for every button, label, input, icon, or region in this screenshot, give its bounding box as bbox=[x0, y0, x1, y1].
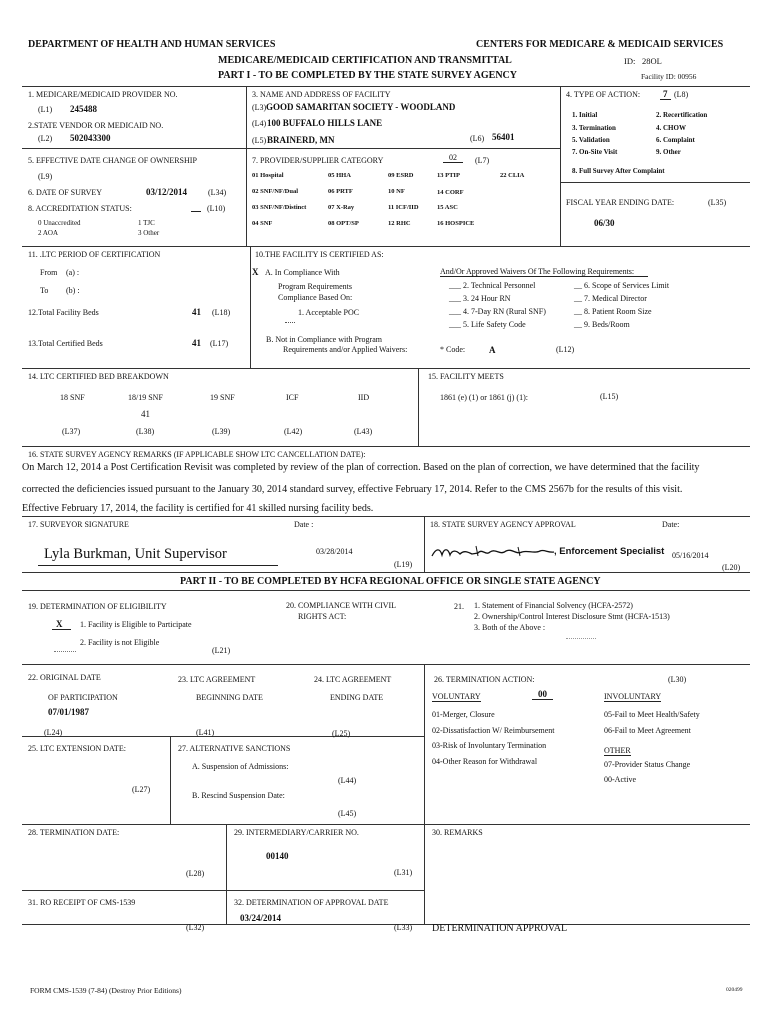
intermediary-value: 00140 bbox=[266, 851, 289, 861]
form-number: FORM CMS-1539 (7-84) (Destroy Prior Editions) bbox=[30, 986, 182, 995]
accreditation-option: 1 TJC bbox=[138, 219, 155, 227]
remarks-line: Effective February 17, 2014, the facility is certified for 41 skilled nursing facility beds. bbox=[22, 503, 374, 514]
action-option: 9. Other bbox=[656, 148, 681, 156]
rule bbox=[22, 572, 750, 573]
voluntary-label: VOLUNTARY bbox=[432, 692, 481, 701]
part2-title: PART II - TO BE COMPLETED BY HCFA REGIONAL OFFICE OR SINGLE STATE AGENCY bbox=[180, 576, 601, 587]
rule bbox=[22, 890, 424, 891]
remarks-30-label: 30. REMARKS bbox=[432, 828, 483, 837]
rule bbox=[560, 86, 561, 246]
other-label: OTHER bbox=[604, 746, 631, 755]
accreditation-option: 3 Other bbox=[138, 229, 160, 237]
waiver-label: 3. 24 Hour RN bbox=[463, 294, 511, 303]
rule bbox=[22, 824, 750, 825]
l41-code: (L41) bbox=[196, 728, 215, 737]
l12-code: (L12) bbox=[556, 345, 575, 354]
termination-action-value: 00 bbox=[532, 690, 553, 700]
involuntary-label: INVOLUNTARY bbox=[604, 692, 662, 701]
remarks-label: 16. STATE SURVEY AGENCY REMARKS (IF APPLICABLE SHOW LTC CANCELLATION DATE): bbox=[28, 450, 366, 459]
facility-zip: 56401 bbox=[492, 132, 515, 142]
ownership-change-label: 5. EFFECTIVE DATE CHANGE OF OWNERSHIP bbox=[28, 156, 197, 165]
facility-meets-text: 1861 (e) (1) or 1861 (j) (1): bbox=[440, 393, 528, 402]
rule bbox=[22, 924, 750, 925]
approval-date-value: 03/24/2014 bbox=[240, 913, 282, 923]
termination-date-label: 28. TERMINATION DATE: bbox=[28, 828, 120, 837]
department-title: DEPARTMENT OF HEALTH AND HUMAN SERVICES bbox=[28, 39, 276, 50]
waiver-7: __ 7. Medical Director bbox=[574, 294, 647, 303]
rule bbox=[424, 664, 425, 924]
l8-code: (L8) bbox=[674, 90, 689, 99]
l34-code: (L34) bbox=[208, 188, 227, 197]
financial-solvency-option: 1. Statement of Financial Solvency (HCFA-2572) bbox=[474, 601, 633, 610]
other-option: 00-Active bbox=[604, 775, 636, 784]
compliance-check-mark[interactable]: X bbox=[252, 267, 259, 277]
rule bbox=[22, 368, 750, 369]
category-option: 22 CLIA bbox=[500, 172, 525, 179]
waiver-4: ___ 4. 7-Day RN (Rural SNF) bbox=[449, 307, 546, 316]
ro-receipt-label: 31. RO RECEIPT OF CMS-1539 bbox=[28, 898, 136, 907]
facility-name: GOOD SAMARITAN SOCIETY - WOODLAND bbox=[266, 102, 456, 112]
ltc-end-label: 24. LTC AGREEMENT bbox=[314, 675, 392, 684]
eligibility-label: 19. DETERMINATION OF ELIGIBILITY bbox=[28, 602, 167, 611]
rule bbox=[22, 86, 750, 87]
provider-no-value: 245488 bbox=[70, 104, 97, 114]
termination-action-label: 26. TERMINATION ACTION: bbox=[434, 675, 535, 684]
facility-meets-label: 15. FACILITY MEETS bbox=[428, 372, 504, 381]
program-requirements-label: Program Requirements bbox=[278, 282, 352, 291]
approver-title: , Enforcement Specialist bbox=[554, 546, 665, 557]
type-of-action-label: 4. TYPE OF ACTION: bbox=[566, 90, 641, 99]
l9-code: (L9) bbox=[38, 172, 53, 181]
l15-code: (L15) bbox=[600, 392, 619, 401]
certified-as-label: 10.THE FACILITY IS CERTIFIED AS: bbox=[255, 250, 384, 259]
not-eligible-option: 2. Facility is not Eligible bbox=[80, 638, 160, 647]
action-option: 8. Full Survey After Complaint bbox=[572, 167, 665, 175]
applied-waivers-label: Requirements and/or Applied Waivers: bbox=[283, 345, 408, 354]
rule bbox=[418, 368, 419, 446]
from-a-label: (a) : bbox=[66, 268, 80, 277]
category-option: 12 RHC bbox=[388, 220, 411, 227]
not-in-compliance-label: B. Not in Compliance with Program bbox=[266, 335, 382, 344]
rule bbox=[22, 148, 246, 149]
compliance-based-on-label: Compliance Based On: bbox=[278, 293, 353, 302]
footer-code: 020499 bbox=[726, 987, 743, 993]
id-value: 28OL bbox=[642, 56, 662, 66]
rule bbox=[22, 664, 750, 665]
survey-date-value: 03/12/2014 bbox=[146, 187, 188, 197]
rule bbox=[226, 824, 227, 924]
waiver-label: 4. 7-Day RN (Rural SNF) bbox=[463, 307, 546, 316]
waivers-title: And/Or Approved Waivers Of The Following Requirements: bbox=[440, 268, 648, 277]
remarks-line: On March 12, 2014 a Post Certification Revisit was completed by review of the plan of correction. Based on the plan of correction, we have determined that the facility bbox=[22, 462, 700, 473]
fiscal-year-value: 06/30 bbox=[594, 218, 615, 228]
rule bbox=[22, 516, 750, 517]
rule bbox=[170, 736, 171, 824]
acceptable-poc-label: 1. Acceptable POC bbox=[298, 308, 360, 317]
code-value: A bbox=[489, 345, 496, 355]
category-option: 10 NF bbox=[388, 188, 405, 195]
rule bbox=[22, 246, 750, 247]
agency-approval-date: 05/16/2014 bbox=[672, 551, 709, 560]
eligible-check-mark[interactable]: X bbox=[52, 620, 71, 630]
l18-code: (L18) bbox=[212, 308, 231, 317]
original-date-label: 22. ORIGINAL DATE bbox=[28, 673, 101, 682]
rule bbox=[22, 590, 750, 591]
code-label: * Code: bbox=[440, 345, 466, 354]
l28-code: (L28) bbox=[186, 869, 205, 878]
category-option: 13 PTIP bbox=[437, 172, 460, 179]
l20-code: (L20) bbox=[722, 563, 741, 572]
from-label: From bbox=[40, 268, 58, 277]
l19-code: (L19) bbox=[394, 560, 413, 569]
bed-col-header: 18 SNF bbox=[60, 393, 85, 402]
l2-code: (L2) bbox=[38, 134, 53, 143]
l44-code: (L44) bbox=[338, 776, 357, 785]
l25-code: (L25) bbox=[332, 729, 351, 738]
l6-code: (L6) bbox=[470, 134, 485, 143]
ltc-period-label: 11. .LTC PERIOD OF CERTIFICATION bbox=[28, 250, 161, 259]
l3-code: (L3) bbox=[252, 103, 267, 112]
bed-code: (L42) bbox=[284, 427, 303, 436]
bed-code: (L43) bbox=[354, 427, 373, 436]
category-option: 09 ESRD bbox=[388, 172, 414, 179]
bed-code: (L39) bbox=[212, 427, 231, 436]
accreditation-blank bbox=[191, 204, 201, 212]
s21-number: 21. bbox=[454, 602, 464, 611]
surveyor-date-label: Date : bbox=[294, 520, 314, 529]
waiver-label: 2. Technical Personnel bbox=[463, 281, 536, 290]
l30-code: (L30) bbox=[668, 675, 687, 684]
waiver-label: 7. Medical Director bbox=[584, 294, 647, 303]
suspension-label: A. Suspension of Admissions: bbox=[192, 762, 289, 771]
category-option: 11 ICF/IID bbox=[388, 204, 419, 211]
cms-title: CENTERS FOR MEDICARE & MEDICAID SERVICES bbox=[476, 39, 724, 50]
waiver-label: 9. Beds/Room bbox=[584, 320, 630, 329]
waiver-8: __ 8. Patient Room Size bbox=[574, 307, 652, 316]
other-option: 07-Provider Status Change bbox=[604, 760, 691, 769]
action-option: 7. On-Site Visit bbox=[572, 148, 618, 156]
surveyor-signature: Lyla Burkman, Unit Supervisor bbox=[44, 546, 227, 562]
bed-code: (L37) bbox=[62, 427, 81, 436]
to-label: To bbox=[40, 286, 49, 295]
agency-approval-label: 18. STATE SURVEY AGENCY APPROVAL bbox=[430, 520, 576, 529]
l7-code: (L7) bbox=[475, 156, 490, 165]
l27-code: (L27) bbox=[132, 785, 151, 794]
surveyor-signature-label: 17. SURVEYOR SIGNATURE bbox=[28, 520, 129, 529]
l33-code: (L33) bbox=[394, 923, 413, 932]
total-beds-value: 41 bbox=[192, 307, 201, 317]
waiver-3: ___ 3. 24 Hour RN bbox=[449, 294, 511, 303]
l24-code: (L24) bbox=[44, 728, 63, 737]
category-option: 02 SNF/NF/Dual bbox=[252, 188, 299, 195]
ltc-end-label-2: ENDING DATE bbox=[330, 693, 384, 702]
accreditation-option: 2 AOA bbox=[38, 229, 59, 237]
original-date-value: 07/01/1987 bbox=[48, 707, 90, 717]
approver-signature-icon bbox=[430, 544, 556, 560]
category-option: 16 HOSPICE bbox=[437, 220, 475, 227]
participation-label: OF PARTICIPATION bbox=[48, 693, 118, 702]
facility-address: 100 BUFFALO HILLS LANE bbox=[267, 118, 383, 128]
action-option: 3. Termination bbox=[572, 124, 616, 132]
l21-code: (L21) bbox=[212, 646, 231, 655]
category-option: 14 CORF bbox=[437, 189, 464, 196]
surveyor-date: 03/28/2014 bbox=[316, 547, 353, 556]
action-option: 1. Initial bbox=[572, 111, 598, 119]
l32-code: (L32) bbox=[186, 923, 205, 932]
ownership-control-option: 2. Ownership/Control Interest Disclosure Stmt (HCFA-1513) bbox=[474, 612, 670, 621]
remarks-line: corrected the deficiencies issued pursuant to the January 30, 2014 standard survey, effective February 17, 2014. Refer to the CMS 2567b for the results of this visit. bbox=[22, 484, 683, 495]
category-option: 01 Hospital bbox=[252, 172, 284, 179]
rule bbox=[250, 246, 251, 368]
waiver-5: ___ 5. Life Safety Code bbox=[449, 320, 526, 329]
waiver-label: 6. Scope of Services Limit bbox=[584, 281, 670, 290]
part1-title: PART I - TO BE COMPLETED BY THE STATE SURVEY AGENCY bbox=[218, 70, 517, 81]
waiver-label: 5. Life Safety Code bbox=[463, 320, 526, 329]
facility-address-label: 3. NAME AND ADDRESS OF FACILITY bbox=[252, 90, 391, 99]
provider-category-value: 02 bbox=[443, 154, 463, 163]
waiver-9: __ 9. Beds/Room bbox=[574, 320, 630, 329]
involuntary-option: 05-Fail to Meet Health/Safety bbox=[604, 710, 700, 719]
poc-blank bbox=[285, 315, 295, 323]
to-b-label: (b) : bbox=[66, 286, 80, 295]
determination-approval: DETERMINATION APPROVAL bbox=[432, 923, 568, 934]
facility-id: Facility ID: 00956 bbox=[641, 72, 697, 81]
waiver-2: ___ 2. Technical Personnel bbox=[449, 281, 536, 290]
vendor-no-label: 2.STATE VENDOR OR MEDICAID NO. bbox=[28, 121, 164, 130]
civil-rights-label-2: RIGHTS ACT: bbox=[298, 612, 347, 621]
bed-1819-value: 41 bbox=[141, 409, 150, 419]
accreditation-label: 8. ACCREDITATION STATUS: bbox=[28, 204, 132, 213]
id-label: ID: bbox=[624, 56, 636, 66]
rule bbox=[22, 736, 424, 737]
l35-code: (L35) bbox=[708, 198, 727, 207]
waiver-label: 8. Patient Room Size bbox=[584, 307, 652, 316]
voluntary-option: 01-Merger, Closure bbox=[432, 710, 495, 719]
bed-col-header: IID bbox=[358, 393, 370, 402]
approval-date-label: 32. DETERMINATION OF APPROVAL DATE bbox=[234, 898, 389, 907]
signature-line bbox=[38, 565, 278, 566]
rule bbox=[22, 446, 750, 447]
l1-code: (L1) bbox=[38, 105, 53, 114]
facility-city: BRAINERD, MN bbox=[267, 135, 335, 145]
rule bbox=[424, 516, 425, 572]
certified-beds-label: 13.Total Certified Beds bbox=[28, 339, 103, 348]
provider-no-label: 1. MEDICARE/MEDICAID PROVIDER NO. bbox=[28, 90, 178, 99]
ltc-begin-label-2: BEGINNING DATE bbox=[196, 693, 263, 702]
civil-rights-label: 20. COMPLIANCE WITH CIVIL bbox=[286, 601, 397, 610]
rule bbox=[560, 182, 750, 183]
rule bbox=[246, 148, 560, 149]
category-option: 03 SNF/NF/Distinct bbox=[252, 204, 307, 211]
alt-sanctions-label: 27. ALTERNATIVE SANCTIONS bbox=[178, 744, 291, 753]
l5-code: (L5) bbox=[252, 136, 267, 145]
category-option: 07 X-Ray bbox=[328, 204, 355, 211]
both-blank bbox=[566, 634, 596, 639]
survey-date-label: 6. DATE OF SURVEY bbox=[28, 188, 103, 197]
action-option: 5. Validation bbox=[572, 136, 610, 144]
fiscal-year-label: FISCAL YEAR ENDING DATE: bbox=[566, 198, 675, 207]
in-compliance-label: A. In Compliance With bbox=[265, 268, 340, 277]
voluntary-option: 02-Dissatisfaction W/ Reimbursement bbox=[432, 726, 555, 735]
type-of-action-value: 7 bbox=[660, 90, 671, 100]
bed-col-header: ICF bbox=[286, 393, 299, 402]
provider-category-label: 7. PROVIDER/SUPPLIER CATEGORY bbox=[252, 156, 384, 165]
category-option: 08 OPT/SP bbox=[328, 220, 359, 227]
l45-code: (L45) bbox=[338, 809, 357, 818]
category-option: 05 HHA bbox=[328, 172, 351, 179]
category-option: 15 ASC bbox=[437, 204, 458, 211]
action-option: 4. CHOW bbox=[656, 124, 686, 132]
category-option: 06 PRTF bbox=[328, 188, 353, 195]
certified-beds-value: 41 bbox=[192, 338, 201, 348]
action-option: 2. Recertification bbox=[656, 111, 708, 119]
rule bbox=[246, 86, 247, 246]
l10-code: (L10) bbox=[207, 204, 226, 213]
ltc-extension-label: 25. LTC EXTENSION DATE: bbox=[28, 744, 126, 753]
ltc-begin-label: 23. LTC AGREEMENT bbox=[178, 675, 256, 684]
voluntary-option: 03-Risk of Involuntary Termination bbox=[432, 741, 547, 750]
voluntary-option: 04-Other Reason for Withdrawal bbox=[432, 757, 538, 766]
vendor-no-value: 502043300 bbox=[70, 133, 111, 143]
rescind-label: B. Rescind Suspension Date: bbox=[192, 791, 285, 800]
l31-code: (L31) bbox=[394, 868, 413, 877]
eligible-option: 1. Facility is Eligible to Participate bbox=[80, 620, 192, 629]
form-title: MEDICARE/MEDICAID CERTIFICATION AND TRANSMITTAL bbox=[218, 55, 512, 66]
bed-breakdown-label: 14. LTC CERTIFIED BED BREAKDOWN bbox=[28, 372, 169, 381]
total-beds-label: 12.Total Facility Beds bbox=[28, 308, 99, 317]
l4-code: (L4) bbox=[252, 119, 267, 128]
category-option: 04 SNF bbox=[252, 220, 273, 227]
bed-col-header: 19 SNF bbox=[210, 393, 235, 402]
not-eligible-blank bbox=[54, 645, 76, 652]
bed-col-header: 18/19 SNF bbox=[128, 393, 163, 402]
accreditation-option: 0 Unaccredited bbox=[38, 219, 81, 227]
l17-code: (L17) bbox=[210, 339, 229, 348]
bed-code: (L38) bbox=[136, 427, 155, 436]
involuntary-option: 06-Fail to Meet Agreement bbox=[604, 726, 691, 735]
intermediary-label: 29. INTERMEDIARY/CARRIER NO. bbox=[234, 828, 359, 837]
both-option: 3. Both of the Above : bbox=[474, 623, 546, 632]
agency-date-label: Date: bbox=[662, 520, 680, 529]
waiver-6: __ 6. Scope of Services Limit bbox=[574, 281, 670, 290]
action-option: 6. Complaint bbox=[656, 136, 695, 144]
